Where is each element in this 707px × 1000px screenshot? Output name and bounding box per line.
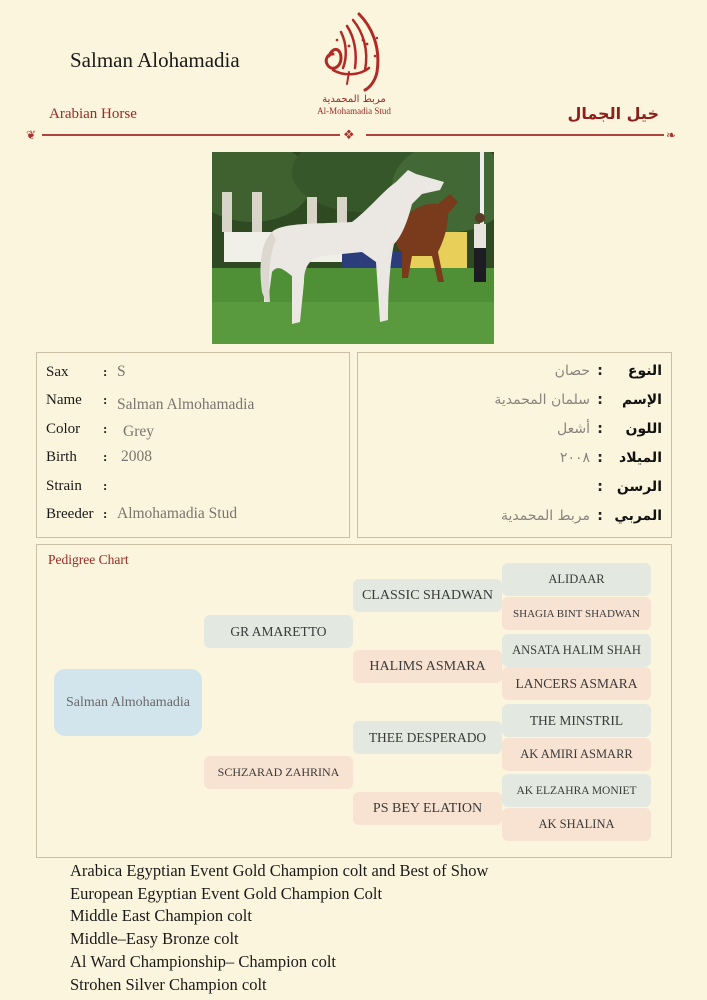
info-value: Almohamadia Stud <box>117 505 238 522</box>
info-row-birth <box>46 448 152 466</box>
info-value-ar: ٢٠٠٨ <box>559 450 590 466</box>
info-colon: : <box>597 392 603 408</box>
pedigree-gen3-6: AK AMIRI ASMARR <box>502 738 651 771</box>
info-value: Grey <box>123 423 154 440</box>
info-label-ar: اللون <box>625 421 662 437</box>
info-row-ar-color <box>557 421 662 437</box>
info-label: Breeder <box>46 506 94 522</box>
info-row-sex <box>46 363 126 381</box>
ornament-right-icon: ❧ <box>666 128 677 142</box>
info-label: Strain <box>46 478 82 494</box>
subtitle-arabic: خيل الجمال <box>567 104 659 123</box>
divider-right <box>366 134 664 136</box>
pedigree-gen3-8: AK SHALINA <box>502 808 651 841</box>
info-colon: : <box>103 392 108 407</box>
info-colon: : <box>597 508 603 524</box>
logo-english-name: Al-Mohamadia Stud <box>317 106 391 116</box>
info-value: 2008 <box>121 448 152 465</box>
pedigree-subject: Salman Almohamadia <box>54 669 202 736</box>
achievement-item: Al Ward Championship– Champion colt <box>70 951 337 971</box>
pedigree-gen3-1: ALIDAAR <box>502 563 651 596</box>
pedigree-sire: GR AMARETTO <box>204 615 353 648</box>
pedigree-gen3-7: AK ELZAHRA MONIET <box>502 774 651 807</box>
achievement-item: Middle East Champion colt <box>70 906 252 926</box>
info-label-ar: الميلاد <box>619 450 662 466</box>
achievement-item: European Egyptian Event Gold Champion Colt <box>70 883 383 903</box>
info-label-ar: الإسم <box>622 392 662 408</box>
info-row-ar-birth <box>560 450 662 466</box>
info-value-ar: أشعل <box>557 421 590 437</box>
info-colon: : <box>103 421 108 436</box>
logo-arabic-name: مربط المحمدية <box>322 94 386 105</box>
achievement-item: Middle–Easy Bronze colt <box>70 929 239 949</box>
info-label: Name <box>46 392 82 408</box>
info-row-breeder <box>46 505 237 523</box>
info-row-ar-breeder <box>501 508 662 524</box>
info-panel-english <box>36 352 350 538</box>
stud-logo <box>312 10 396 122</box>
info-label: Sax <box>46 364 69 380</box>
info-colon: : <box>103 506 108 521</box>
info-colon: : <box>103 449 108 464</box>
info-row-ar-name <box>494 392 662 408</box>
pedigree-chart <box>36 544 672 858</box>
divider-left <box>42 134 340 136</box>
info-label-ar: المربي <box>614 508 662 524</box>
pedigree-dam: SCHZARAD ZAHRINA <box>204 756 353 789</box>
info-value-ar: مربط المحمدية <box>501 508 590 524</box>
info-colon: : <box>597 421 603 437</box>
info-row-ar-sex <box>555 363 662 379</box>
pedigree-gen3-2: SHAGIA BINT SHADWAN <box>502 597 651 630</box>
info-colon: : <box>103 478 108 493</box>
horse-name-title: Salman Alohamadia <box>70 48 240 72</box>
achievement-item: Arabica Egyptian Event Gold Champion colt and Best of Show <box>70 861 489 880</box>
info-colon: : <box>597 450 603 466</box>
info-label-ar: النوع <box>627 363 662 379</box>
info-panel-arabic <box>357 352 672 538</box>
ornament-center-icon: ❖ <box>343 127 355 142</box>
info-value-ar: سلمان المحمدية <box>494 392 590 408</box>
info-value: Salman Almohamadia <box>117 396 255 413</box>
pedigree-sire-dam: HALIMS ASMARA <box>353 650 502 683</box>
info-label-ar: الرسن <box>616 479 662 495</box>
pedigree-gen3-3: ANSATA HALIM SHAH <box>502 634 651 667</box>
pedigree-dam-dam: PS BEY ELATION <box>353 792 502 825</box>
info-colon: : <box>103 364 108 379</box>
info-colon: : <box>597 479 603 495</box>
subtitle-english: Arabian Horse <box>49 106 137 122</box>
info-label: Birth <box>46 449 77 465</box>
achievements-list <box>70 860 488 996</box>
ornament-left-icon: ❦ <box>26 128 37 142</box>
info-row-ar-strain <box>590 479 662 495</box>
info-value: S <box>117 363 126 380</box>
pedigree-dam-sire: THEE DESPERADO <box>353 721 502 754</box>
info-label: Color <box>46 421 81 437</box>
horse-photo-illustration <box>212 152 494 344</box>
info-colon: : <box>597 363 603 379</box>
pedigree-gen3-5: THE MINSTRIL <box>502 704 651 737</box>
pedigree-gen3-4: LANCERS ASMARA <box>502 667 651 700</box>
info-row-name <box>46 391 255 413</box>
horse-photo <box>212 152 494 344</box>
pedigree-sire-sire: CLASSIC SHADWAN <box>353 579 502 612</box>
info-row-color <box>46 420 154 438</box>
calligraphy-horse-head-icon <box>319 10 389 92</box>
info-value-ar: حصان <box>554 363 590 379</box>
info-row-strain <box>46 477 117 495</box>
pedigree-title: Pedigree Chart <box>48 552 129 567</box>
achievement-item: Strohen Silver Champion colt <box>70 974 267 994</box>
